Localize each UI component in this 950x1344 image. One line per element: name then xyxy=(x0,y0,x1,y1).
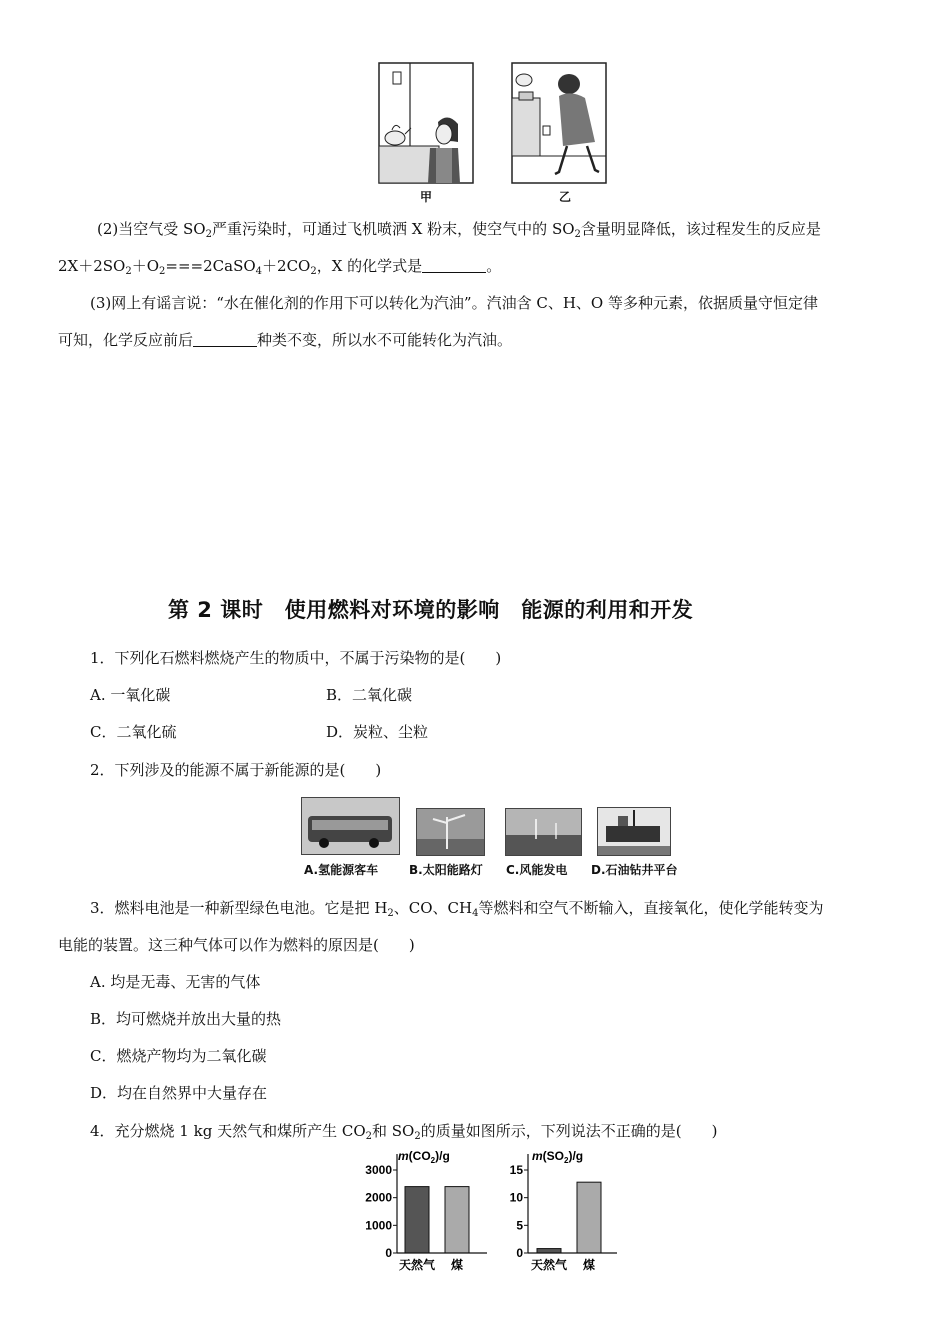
so2-category-label: 天然气 xyxy=(530,1258,568,1272)
photo-label-d: D.石油钻井平台 xyxy=(591,863,678,877)
q2-equation-line: $2X+2SO_2+O_2===2CaSO_4+2CO_2$，X 的化学式是 。 xyxy=(58,257,502,277)
chart-so2 xyxy=(500,1146,630,1276)
so2-ytick-label: 0 xyxy=(516,1246,523,1260)
question-1-option-a[interactable]: A. 一氧化碳 xyxy=(90,686,171,704)
photo-wind-power xyxy=(505,808,582,856)
photo-hydrogen-bus xyxy=(301,797,400,855)
co2-category-label: 天然气 xyxy=(398,1258,436,1272)
co2-ytick-label: 0 xyxy=(385,1246,392,1260)
figure-kitchen-jia xyxy=(378,62,474,184)
co2-ytick-label: 2000 xyxy=(365,1190,392,1205)
photo-solar-streetlight xyxy=(416,808,485,856)
co2-ytick-label: 3000 xyxy=(365,1163,392,1177)
co2-bar-0 xyxy=(405,1187,429,1253)
question-3-option-d[interactable]: D．均在自然界中大量存在 xyxy=(90,1084,268,1102)
question-4-stem: 4．充分燃烧 1 kg 天然气和煤所产生 $CO_2$和 $SO_2$的质量如图所示，下列说法不正确的是( ) xyxy=(90,1122,718,1142)
figure-caption-yi: 乙 xyxy=(559,190,572,204)
photo-label-a: A.氢能源客车 xyxy=(304,863,379,877)
lesson-title: 第 2 课时 使用燃料对环境的影响 能源的利用和开发 xyxy=(168,598,694,622)
figure-kitchen-yi xyxy=(511,62,607,184)
question-3-option-a[interactable]: A. 均是无毒、无害的气体 xyxy=(90,973,261,991)
question-1-stem: 1．下列化石燃料燃烧产生的物质中，不属于污染物的是( ) xyxy=(90,649,502,667)
chart-so2-ylabel: $m(SO_2)/g$ xyxy=(532,1149,584,1165)
q3-line1: (3)网上有谣言说：“水在催化剂的作用下可以转化为汽油”。汽油含 C、H、O 等多种元素，依据质量守恒定律 xyxy=(90,294,818,312)
chart-co2 xyxy=(360,1146,490,1276)
chart-co2-ylabel: $m(CO_2)/g$ xyxy=(398,1149,450,1165)
so2-category-label: 煤 xyxy=(582,1258,596,1272)
question-1-option-b[interactable]: B．二氧化碳 xyxy=(326,686,413,704)
photo-label-b: B.太阳能路灯 xyxy=(409,863,483,877)
so2-ytick-label: 15 xyxy=(509,1163,523,1177)
question-3-line2: 电能的装置。这三种气体可以作为燃料的原因是( ) xyxy=(58,936,415,954)
photo-label-c: C.风能发电 xyxy=(506,863,568,877)
so2-ytick-label: 10 xyxy=(509,1190,523,1205)
question-3-line1: 3．燃料电池是一种新型绿色电池。它是把 $H_2$、CO、$CH_4$等燃料和空气不断输入，直接氧化，使化学能转变为 xyxy=(90,899,824,919)
co2-ytick-label: 1000 xyxy=(365,1218,392,1233)
co2-category-label: 煤 xyxy=(450,1258,464,1272)
question-3-option-c[interactable]: C．燃烧产物均为二氧化碳 xyxy=(90,1047,267,1065)
question-1-option-d[interactable]: D．炭粒、尘粒 xyxy=(326,723,429,741)
co2-bar-1 xyxy=(445,1187,469,1253)
figure-caption-jia: 甲 xyxy=(420,190,433,204)
answer-blank-element[interactable] xyxy=(193,332,257,347)
so2-bar-1 xyxy=(577,1182,601,1253)
q3-line2: 可知，化学反应前后 种类不变，所以水不可能转化为汽油。 xyxy=(58,331,513,349)
so2-bar-0 xyxy=(537,1249,561,1253)
question-2-stem: 2．下列涉及的能源不属于新能源的是( ) xyxy=(90,761,382,779)
so2-ytick-label: 5 xyxy=(516,1218,523,1233)
question-3-option-b[interactable]: B．均可燃烧并放出大量的热 xyxy=(90,1010,282,1028)
q2-line1: (2)当空气受 $SO_2$严重污染时，可通过飞机喷洒 X 粉末，使空气中的 $SO_2$含量明显降低，该过程发生的反应是 xyxy=(97,220,821,240)
answer-blank-formula[interactable] xyxy=(422,258,486,273)
photo-oil-platform xyxy=(597,807,671,856)
question-1-option-c[interactable]: C．二氧化硫 xyxy=(90,723,177,741)
